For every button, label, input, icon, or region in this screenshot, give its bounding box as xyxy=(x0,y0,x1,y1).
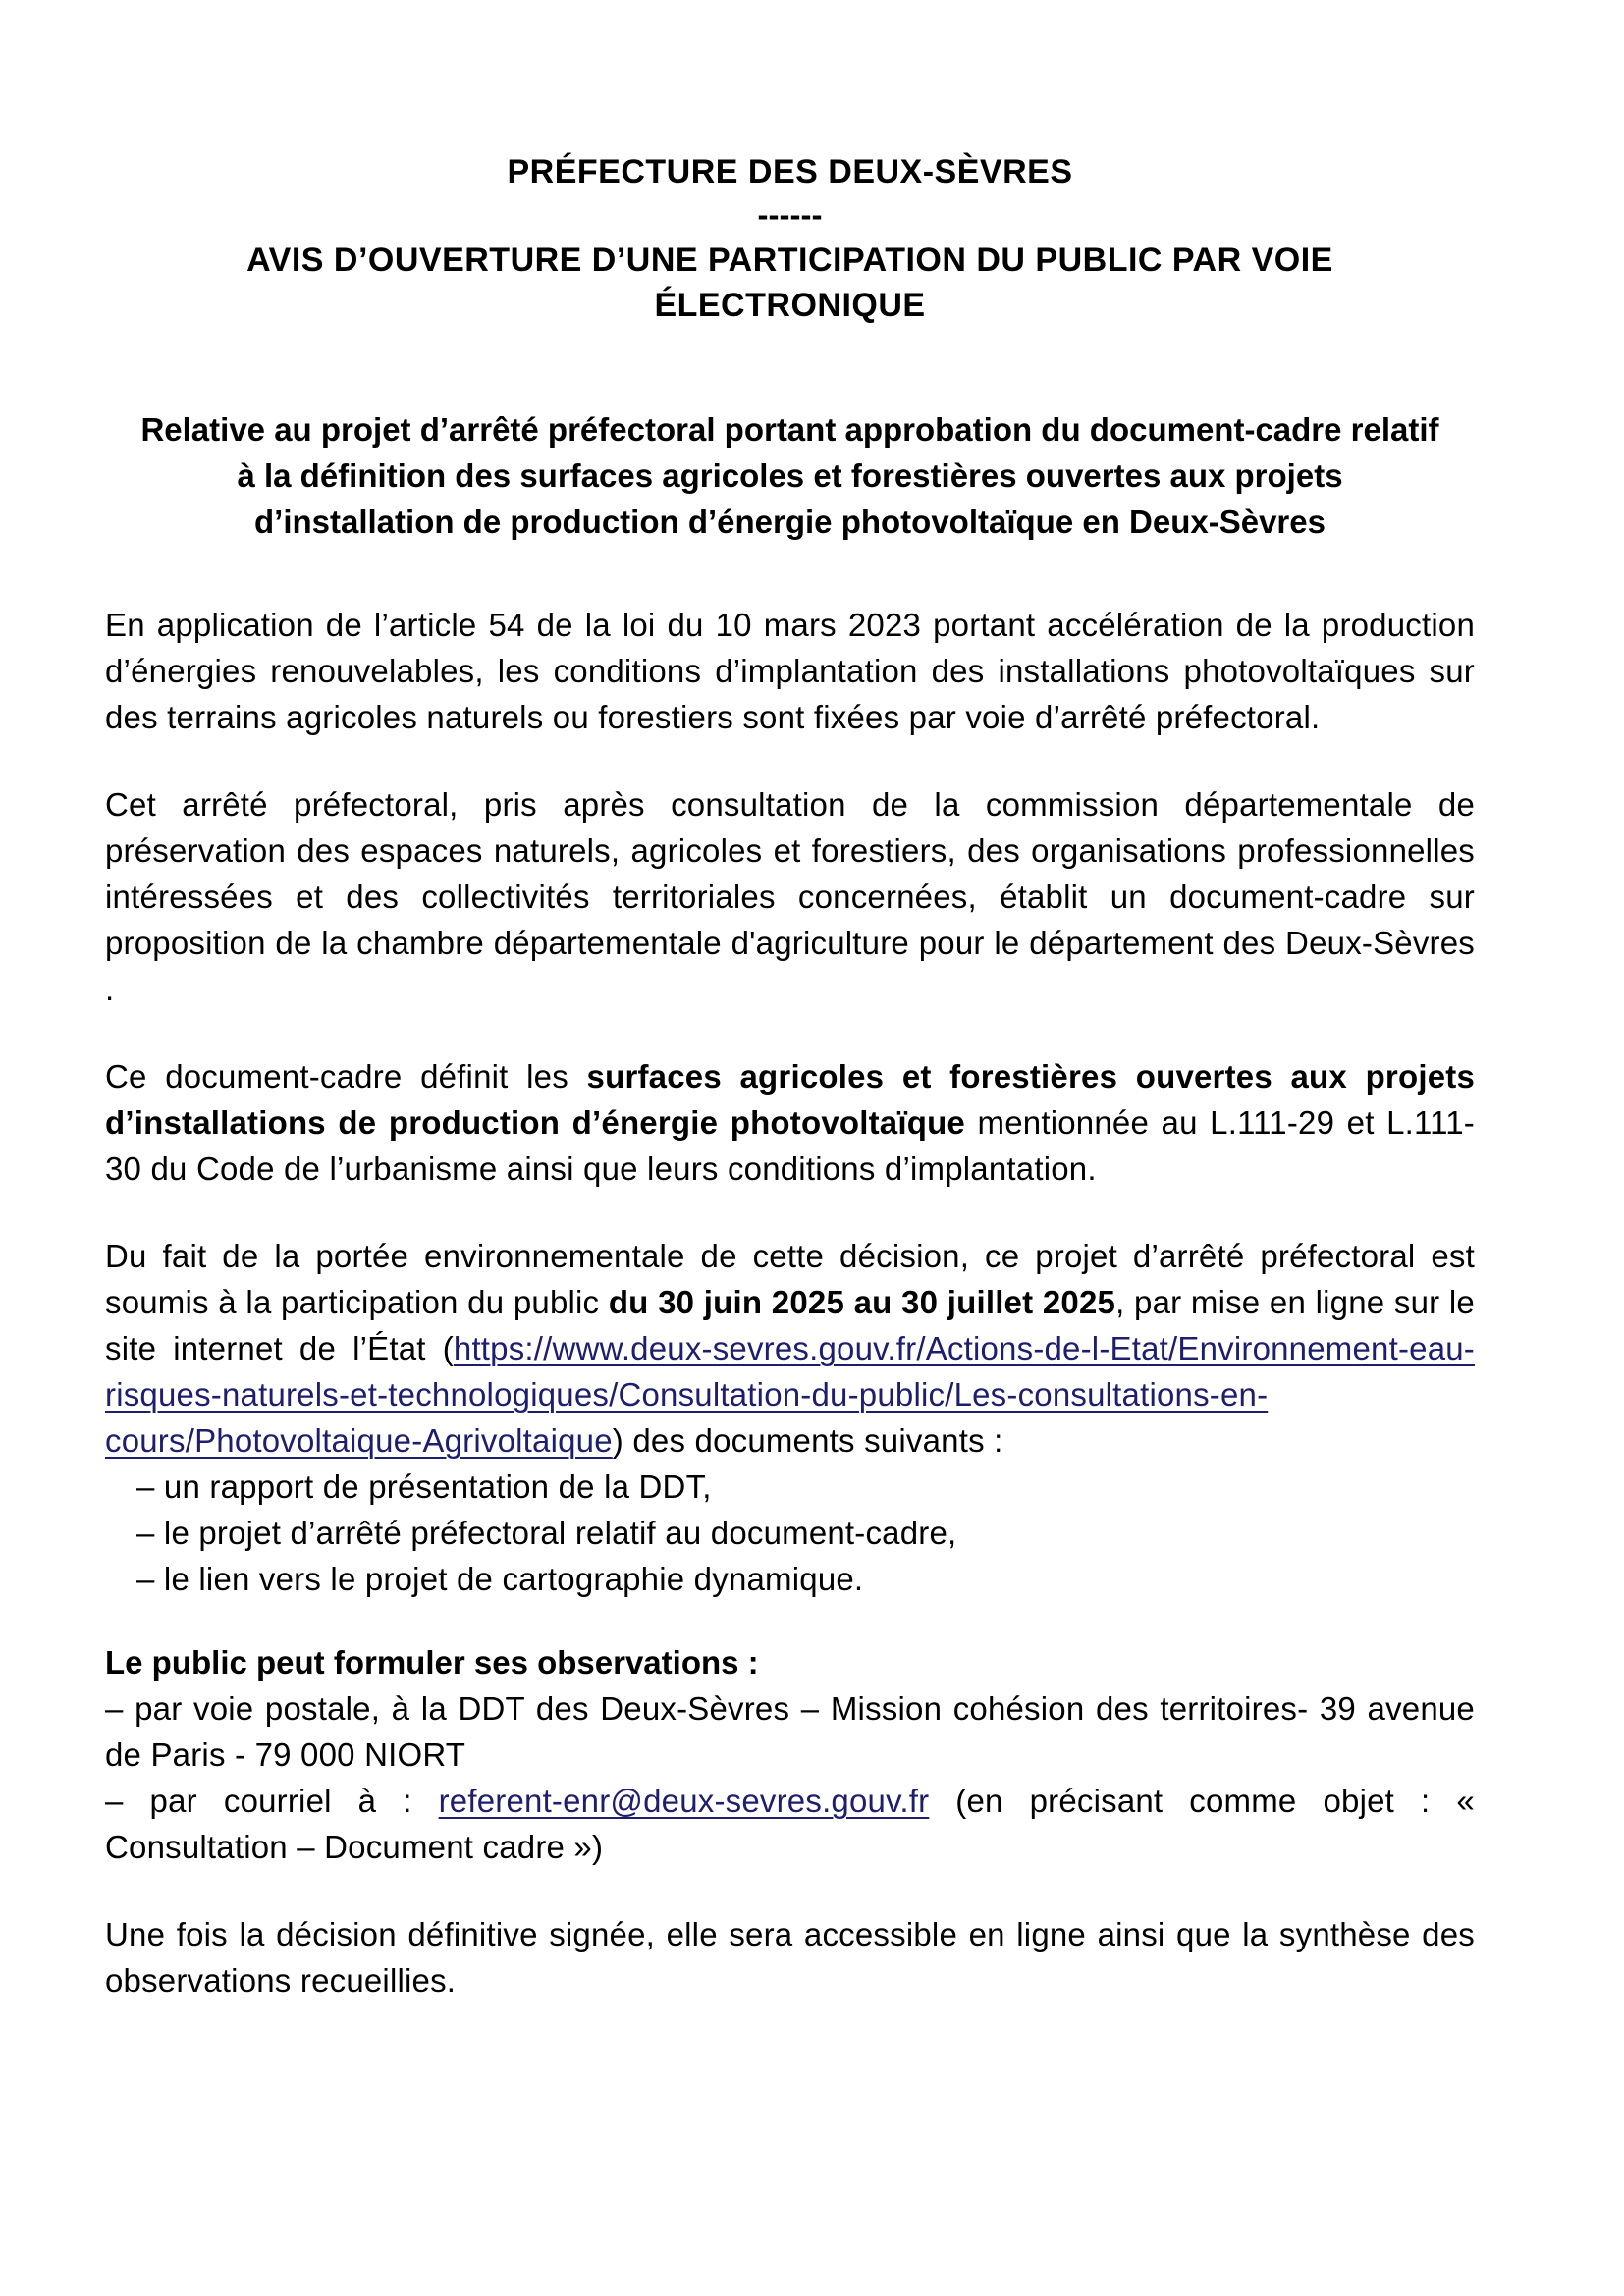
paragraph-consultation-process: Cet arrêté préfectoral, pris après consultation de la commission départementale de préservation des espaces naturels, agricoles et forestiers, des organisations professionnelles intéressées et des collectivités territoriales concernées, établit un document-cadre sur proposition de la chambre départementale d'agriculture pour le département des Deux-Sèvres . xyxy=(105,786,1475,1007)
document-header xyxy=(105,149,1475,328)
participation-text-middle: , par mise en ligne sur le site internet de l’État ( xyxy=(105,1284,1475,1366)
observations-section xyxy=(105,1639,1475,1870)
participation-text-start: Du fait de la portée environnementale de cette décision, ce projet d’arrêté préfectoral est soumis à la participation du public xyxy=(105,1238,1475,1320)
list-item-cartographie: – le lien vers le projet de cartographie dynamique. xyxy=(136,1561,864,1597)
email-intro-text: – par courriel à : xyxy=(105,1783,439,1819)
paragraph-document-cadre-definition xyxy=(105,1053,1475,1192)
email-suffix-text: (en précisant comme objet : « Consultation – Document cadre ») xyxy=(105,1783,1475,1865)
definition-text-end: mentionnée au L.111-29 et L.111-30 du Code de l’urbanisme ainsi que leurs conditions d’implantation. xyxy=(105,1104,1475,1187)
list-item-rapport: – un rapport de présentation de la DDT, xyxy=(136,1468,712,1505)
contact-email-link[interactable]: referent-enr@deux-sevres.gouv.fr xyxy=(438,1783,930,1819)
definition-bold-surfaces: surfaces agricoles et forestières ouvertes aux projets d’installations de production d’énergie photovoltaïque xyxy=(105,1058,1475,1141)
list-item-arrete: – le projet d’arrêté préfectoral relatif au document-cadre, xyxy=(136,1515,957,1551)
paragraph-public-participation xyxy=(105,1233,1475,1464)
paragraph-legal-basis: En application de l’article 54 de la loi du 10 mars 2023 portant accélération de la production d’énergies renouvelables, les conditions d’implantation des installations photovoltaïques sur des terrains agricoles naturels ou forestiers sont fixées par voie d’arrêté préfectoral. xyxy=(105,607,1475,735)
paragraph-closing: Une fois la décision définitive signée, elle sera accessible en ligne ainsi que la synthèse des observations recueillies. xyxy=(105,1916,1475,1999)
observations-email-item xyxy=(105,1778,1475,1870)
page-title: PRÉFECTURE DES DEUX-SÈVRES xyxy=(507,153,1073,190)
participation-dates-bold: du 30 juin 2025 au 30 juillet 2025 xyxy=(608,1284,1116,1320)
consultation-url-link[interactable]: https://www.deux-sevres.gouv.fr/Actions-de-l-Etat/Environnement-eau-risques-naturels-et-technologiques/Consultation-du-public/Les-consultations-en-cours/Photovoltaique-Agrivoltaique xyxy=(105,1330,1475,1459)
notice-heading: AVIS D’OUVERTURE D’UNE PARTICIPATION DU PUBLIC PAR VOIE ÉLECTRONIQUE xyxy=(246,241,1333,324)
participation-text-end: ) des documents suivants : xyxy=(612,1422,1003,1459)
documents-list xyxy=(136,1464,1475,1602)
observations-postal-item: – par voie postale, à la DDT des Deux-Sèvres – Mission cohésion des territoires- 39 avenue de Paris - 79 000 NIORT xyxy=(105,1690,1475,1773)
definition-text-start: Ce document-cadre définit les xyxy=(105,1058,587,1095)
document-subtitle: Relative au projet d’arrêté préfectoral portant approbation du document-cadre relatif à la définition des surfaces agricoles et forestières ouvertes aux projets d’installation de production d’énergie photovoltaïque en Deux-Sèvres xyxy=(140,411,1439,540)
observations-heading: Le public peut formuler ses observations : xyxy=(105,1644,759,1681)
title-separator: ------ xyxy=(757,196,823,233)
